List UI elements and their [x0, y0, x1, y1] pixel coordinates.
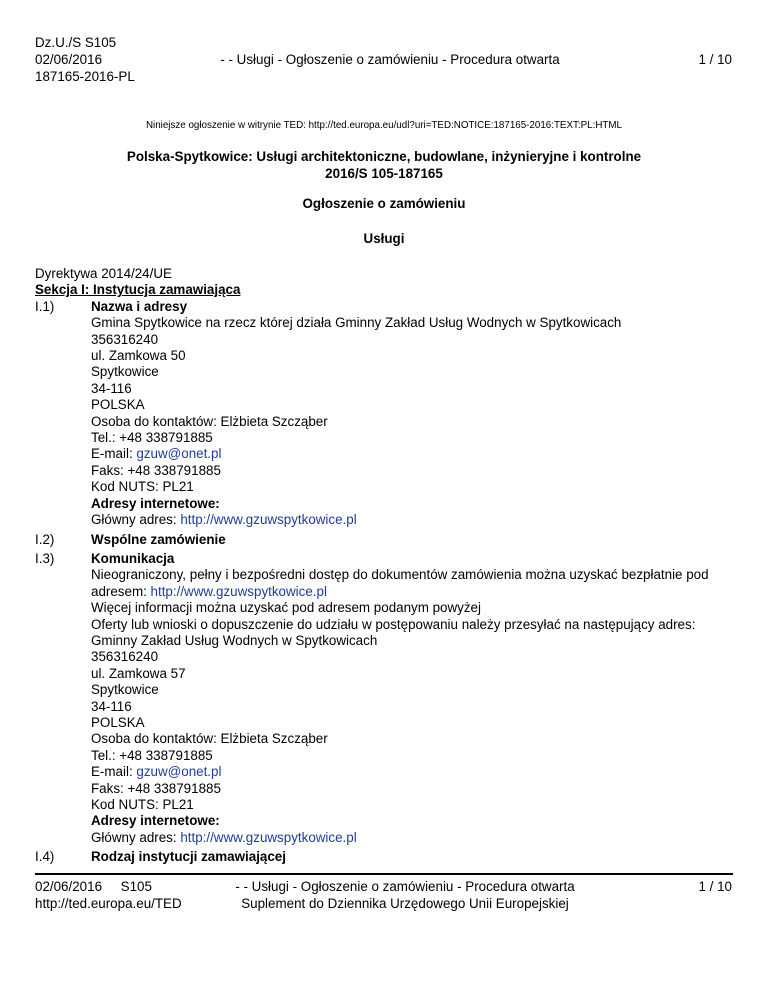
section-heading: Rodzaj instytucji zamawiającej [91, 849, 286, 865]
document-title-line1: Polska-Spytkowice: Usługi architektoniczne, budowlane, inżynieryjne i kontrolne [126, 149, 642, 164]
email-row: E-mail: gzuw@onet.pl [91, 446, 222, 462]
header-page-number: 1 / 10 [698, 52, 732, 67]
main-address-row: Główny adres: http://www.gzuwspytkowice.pl [91, 829, 357, 845]
main-address-link[interactable]: http://www.gzuwspytkowice.pl [180, 829, 357, 845]
internet-addresses-heading: Adresy internetowe: [91, 813, 220, 829]
contact-person: Osoba do kontaktów: Elżbieta Szcząber [91, 413, 328, 429]
ted-notice-link[interactable]: Niniejsze ogłoszenie w witrynie TED: http://ted.europa.eu/udl?uri=TED:NOTICE:187165-2016:TEXT:PL:HTML [145, 120, 622, 131]
section-number: I.4) [35, 849, 55, 865]
email-link[interactable]: gzuw@onet.pl [136, 446, 222, 462]
header-title: - - Usługi - Ogłoszenie o zamówieniu - Procedura otwarta [220, 52, 560, 67]
email-row: E-mail: gzuw@onet.pl [91, 764, 222, 780]
email-link[interactable]: gzuw@onet.pl [136, 764, 222, 780]
contact-person: Osoba do kontaktów: Elżbieta Szcząber [91, 731, 328, 747]
nuts-code: Kod NUTS: PL21 [91, 797, 194, 812]
more-info-text: Więcej informacji można uzyskać pod adresem podanym powyżej [91, 600, 481, 616]
section-number: I.2) [35, 531, 55, 547]
section-number: I.3) [35, 550, 55, 566]
directive: Dyrektywa 2014/24/UE [35, 266, 172, 281]
footer-page-number: 1 / 10 [698, 879, 732, 894]
section-i3 [35, 551, 735, 846]
section-heading: Wspólne zamówienie [91, 531, 226, 547]
nuts-code: Kod NUTS: PL21 [91, 479, 194, 495]
section-number: I.1) [35, 298, 55, 314]
section-i2 [35, 532, 735, 548]
submission-text: Oferty lub wnioski o dopuszczenie do udziału w postępowaniu należy przesyłać na następujący adres: [91, 616, 696, 632]
document-title [0, 148, 768, 182]
main-address-row: Główny adres: http://www.gzuwspytkowice.pl [91, 512, 357, 528]
internet-addresses-heading: Adresy internetowe: [91, 495, 220, 511]
footer-supplement: Suplement do Dziennika Urzędowego Unii Europejskiej [241, 896, 569, 911]
address-line: 356316240 [91, 331, 159, 347]
notice-type: Ogłoszenie o zamówieniu [302, 196, 466, 211]
footer-center [0, 878, 768, 912]
fax: Faks: +48 338791885 [91, 462, 221, 478]
address-line: POLSKA [91, 397, 145, 413]
section-heading: Sekcja I: Instytucja zamawiająca [35, 282, 241, 298]
notice-content [35, 266, 735, 866]
document-title-line2: 2016/S 105-187165 [325, 166, 443, 181]
journal-ref: Dz.U./S S105 [35, 35, 117, 50]
footer-date-series: 02/06/2016 S105 [35, 879, 152, 894]
address-line: ul. Zamkowa 57 [91, 665, 186, 681]
fax: Faks: +48 338791885 [91, 780, 221, 796]
address-line: Gmina Spytkowice na rzecz której działa Gminny Zakład Usług Wodnych w Spytkowicach [91, 315, 622, 331]
address-line: ul. Zamkowa 50 [91, 348, 186, 364]
footer-divider [35, 873, 733, 875]
phone: Tel.: +48 338791885 [91, 430, 213, 446]
header-date: 02/06/2016 [35, 52, 103, 67]
section-heading: Nazwa i adresy [91, 298, 188, 314]
address-line: Spytkowice [91, 682, 159, 698]
contract-type: Usługi [363, 231, 405, 246]
address-line: 356316240 [91, 649, 159, 665]
footer-url[interactable]: http://ted.europa.eu/TED [35, 896, 182, 911]
notice-id: 187165-2016-PL [35, 69, 135, 84]
footer-title: - - Usługi - Ogłoszenie o zamówieniu - Procedura otwarta [235, 879, 575, 894]
address-line: 34-116 [91, 698, 132, 714]
address-line: POLSKA [91, 714, 145, 730]
access-text: Nieograniczony, pełny i bezpośredni dostęp do dokumentów zamówienia można uzyskać bezpłatnie pod [91, 567, 709, 583]
address-line: Gminny Zakład Usług Wodnych w Spytkowicach [91, 632, 378, 648]
access-link[interactable]: http://www.gzuwspytkowice.pl [150, 583, 327, 599]
section-heading: Komunikacja [91, 550, 175, 566]
address-line: 34-116 [91, 380, 132, 396]
section-i4 [35, 849, 735, 865]
address-line: Spytkowice [91, 364, 159, 380]
section-i1 [35, 299, 735, 529]
phone: Tel.: +48 338791885 [91, 747, 213, 763]
access-address-row: adresem: http://www.gzuwspytkowice.pl [91, 583, 327, 599]
main-address-link[interactable]: http://www.gzuwspytkowice.pl [180, 512, 357, 528]
